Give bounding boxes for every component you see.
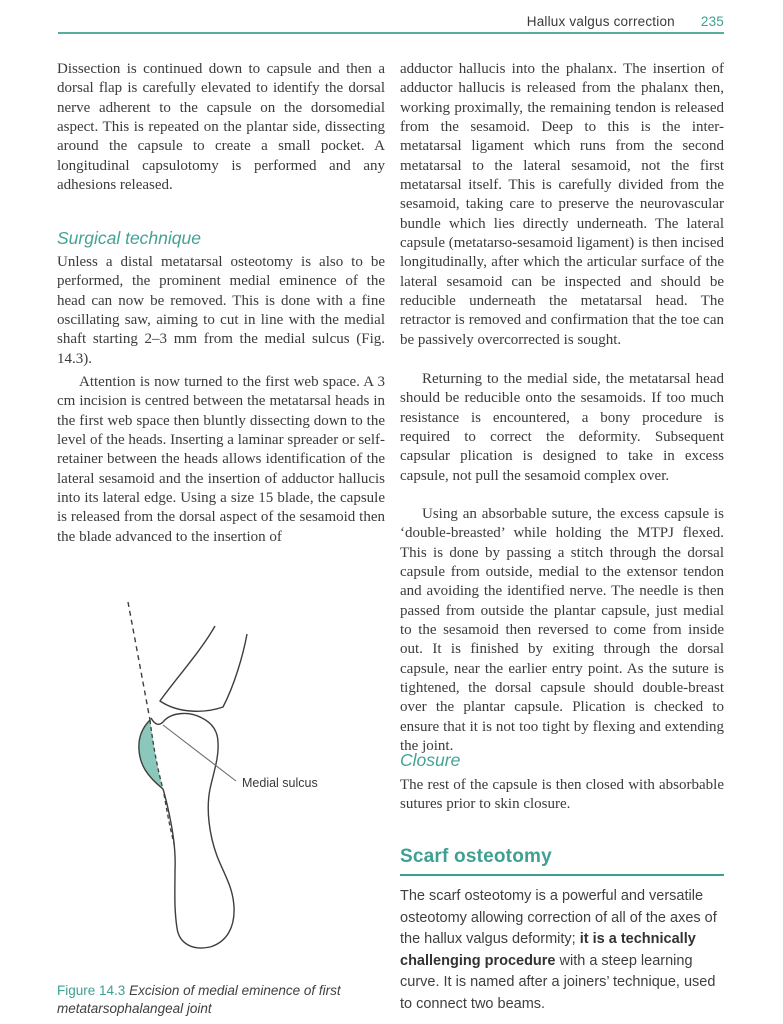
leader-line <box>163 725 236 781</box>
figure-caption <box>57 982 369 1018</box>
paragraph-dissection: Dissection is continued down to capsule and then a dorsal flap is carefully elevated to identify the dorsal nerve adherent to the capsule on the dorsomedial aspect. This is repeated on the plantar side, dissecting around the capsule to create a small pocket. A longitudinal capsulotomy is performed and any adhesions released. <box>57 61 385 194</box>
paragraph-returning: Returning to the medial side, the metatarsal head should be reducible onto the sesamoids. If too much resistance is encountered, a bony procedure is required to correct the deformity. Subsequent capsular plication is designed to take in excess capsule, not pull the sesamoid complex over. <box>400 371 724 484</box>
page-number: 235 <box>700 14 724 29</box>
figure-caption-text: Excision of medial eminence of first metatarsophalangeal joint <box>57 982 341 1016</box>
figure-14-3-illustration <box>97 598 382 960</box>
paragraph-unless: Unless a distal metatarsal osteotomy is also to be performed, the prominent medial eminence of the head can now be removed. This is done with a fine oscillating saw, aiming to cut in line with the medial shaft starting 2–3 mm from the medial sulcus (Fig. 14.3). <box>57 254 385 367</box>
first-metatarsal-outline <box>151 713 234 948</box>
figure-caption-number: Figure 14.3 <box>57 982 126 998</box>
figure-label-medial-sulcus: Medial sulcus <box>242 776 318 790</box>
section-heading-rule <box>400 874 724 876</box>
paragraph-scarf-intro <box>400 886 724 1016</box>
scarf-intro-bold: it is a technically challenging procedure <box>400 931 696 969</box>
osteotomy-dashed-line-upper <box>128 602 150 720</box>
paragraph-closure: The rest of the capsule is then closed with absorbable sutures prior to skin closure. <box>400 777 724 813</box>
paragraph-attention: Attention is now turned to the first web space. A 3 cm incision is centred between the metatarsal heads in the first web space then bluntly dissecting down to the level of the heads. Inserting a laminar spreader or self-retainer between the heads allows identification of the lateral sesamoid and the insertion of adductor hallucis into its lateral edge. Using a size 15 blade, the capsule is released from the dorsal aspect of the sesamoid then the blade advanced to the insertion of <box>57 374 385 545</box>
paragraph-using-suture: Using an absorbable suture, the excess capsule is ‘double-breasted’ while holding the MTPJ flexed. This is done by passing a stitch through the dorsal capsule from outside, medial to the extensor tendon and avoiding the identified nerve. The needle is then passed from outside the plantar capsule, just medial to the sesamoid then reversed to come from inside out. It is finished by exiting through the dorsal capsule, near the earlier entry point. As the suture is tightened, the dorsal capsule should double-breast over the plantar capsule. Plication is checked to ensure that it is not too tight by flexing and extending the joint. <box>400 506 724 755</box>
scarf-intro-text-end: with a steep learning curve. It is named after a joiners’ technique, used to connect two beams. <box>400 952 716 1012</box>
chapter-title: Hallux valgus correction <box>526 14 675 29</box>
section-heading-scarf-osteotomy: Scarf osteotomy <box>400 846 552 867</box>
proximal-phalanx-outline <box>160 626 247 711</box>
paragraph-adductor: adductor hallucis into the phalanx. The insertion of adductor hallucis is released from the phalanx then, working proximally, the remaining tendon is released from the sesamoid. Deep to this is the inter-metatarsal ligament which runs from the second metatarsal to the lateral sesamoid, not the first metatarsal itself. This is carefully divided from the sesamoid, taking care to preserve the neurovascular bundle which lies directly underneath. The lateral capsule (metatarso-sesamoid ligament) is then incised longitudinally, after which the articular surface of the lateral sesamoid can be inspected and should be reducible underneath the metatarsal head. The retractor is removed and confirmation that the toe can be passively overcorrected is sought. <box>400 61 724 348</box>
subheading-surgical-technique: Surgical technique <box>57 228 201 248</box>
subheading-closure: Closure <box>400 750 461 770</box>
scarf-intro-text: The scarf osteotomy is a powerful and versatile osteotomy allowing correction of all of the axes of the hallux valgus deformity; <box>400 888 717 948</box>
running-header <box>527 14 724 29</box>
header-rule <box>58 32 724 34</box>
